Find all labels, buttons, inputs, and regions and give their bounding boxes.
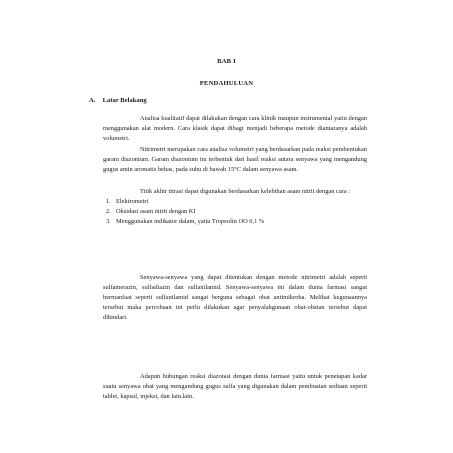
list-item: [103, 217, 367, 227]
chapter-number: BAB I: [217, 58, 236, 65]
list-item-text: Oksidasi asam nitrit dengan KI: [116, 208, 196, 216]
list-item-number: 3.: [106, 218, 111, 226]
section-number: A.: [89, 97, 96, 104]
list-item-text: Elektrometri: [116, 198, 149, 206]
paragraph-block: [103, 273, 367, 323]
paragraph: Adapun hubungan reaksi diazotasi dengan dunia farmasi yaitu untuk penetapan kadar suatu senyawa obat yang mengandung gugus sulfa yang digunakan dalam pembuatan sediaan seperti tablet, kapsul, injeksi, dan lain.lain.: [103, 373, 367, 401]
chapter-title: PENDAHULUAN: [199, 80, 254, 87]
list-item: [103, 207, 367, 217]
list-item-number: 2.: [106, 208, 111, 216]
list-item: [103, 197, 367, 207]
paragraph-block: [103, 114, 367, 144]
paragraph-block: [103, 372, 367, 402]
list-item-text: Menggunakan indikator dalam, yaitu Tropeolin OO 0,1 %: [116, 218, 265, 226]
paragraph: Nitrimetri merupakan cara analisa volumetri yang berdasarkan pada reaksi pembentukan garam diazonium. Garam diazonium itu terbentuk dari hasil reaksi antara senyawa yang mengandung gugus amin aromatis bebas, pada suhu di bawah 15°C dalam senyawa asam.: [103, 146, 367, 174]
paragraph: Senyawa-senyawa yang dapat ditentukan dengan metode nitrimetri adalah seperti sulfamerazin, sulfadiazin dan sulfanilamid. Senyawa-senyawa ini dalam dunia farmasi sangat bermanfaat seperti sulfanilamid sangat berguna sebagai obat antimikroba. Melihat kegunaannya tersebut maka percobaan ini perlu dilakukan agar penyalahgunaan obat-obatan tersebut dapat dihindari.: [103, 274, 367, 322]
paragraph-block: [103, 187, 367, 227]
section-heading: [89, 97, 147, 104]
section-title: Latar Belakang: [102, 97, 147, 104]
list-item-number: 1.: [106, 198, 111, 206]
paragraph: Analisa kualitatif dapat dilakukan dengan cara klinik maupun instrumental yaitu dengan menggunakan alat modern. Cara klasik dapat dibagi menjadi beberapa metode diantaranya adalah volumetri.: [103, 115, 367, 143]
paragraph-block: [103, 145, 367, 175]
paragraph: Titik akhir titrasi dapat digunakan berdasarkan kelebihan asam nitrit dengan cara :: [140, 188, 351, 195]
method-list: [103, 197, 367, 227]
